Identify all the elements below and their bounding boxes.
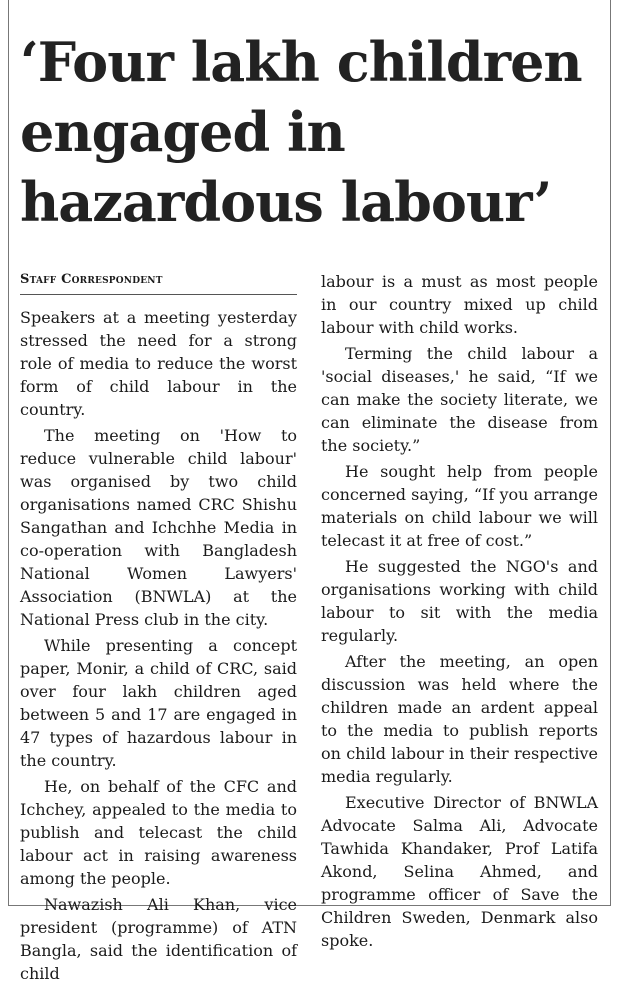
article-paragraph: labour is a must as most people in our country mixed up child labour with child works. xyxy=(321,272,598,337)
article-paragraph: Nawazish Ali Khan, vice president (programme) of ATN Bangla, said the identification of child xyxy=(20,895,297,983)
article-paragraph: Terming the child labour a 'social diseases,' he said, “If we can make the society literate, we can eliminate the disease from the society.” xyxy=(321,344,598,455)
article-byline: Staff Correspondent xyxy=(20,270,297,295)
article-column-right xyxy=(321,270,598,952)
article-paragraph: The meeting on 'How to reduce vulnerable child labour' was organised by two child organisations named CRC Shishu Sangathan and Ichchhe Media in co-operation with Bangladesh National Women Lawyers' Association (BNWLA) at the National Press club in the city. xyxy=(20,426,297,629)
article-paragraph: He sought help from people concerned saying, “If you arrange materials on child labour we will telecast it at free of cost.” xyxy=(321,462,598,550)
article-paragraph: Speakers at a meeting yesterday stressed the need for a strong role of media to reduce the worst form of child labour in the country. xyxy=(20,308,297,419)
article-headline: ‘Four lakh children engaged in hazardous labour’ xyxy=(20,30,582,234)
article-column-left xyxy=(20,270,297,985)
article-paragraph: He, on behalf of the CFC and Ichchey, appealed to the media to publish and telecast the child labour act in raising awareness among the people. xyxy=(20,777,297,888)
article-paragraph: Executive Director of BNWLA Advocate Salma Ali, Advocate Tawhida Khandaker, Prof Latifa Akond, Selina Ahmed, and programme officer of Save the Children Sweden, Denmark also spoke. xyxy=(321,793,598,950)
article-paragraph: He suggested the NGO's and organisations working with child labour to sit with the media regularly. xyxy=(321,557,598,645)
article-paragraph: After the meeting, an open discussion was held where the children made an ardent appeal to the media to publish reports on child labour in their respective media regularly. xyxy=(321,652,598,786)
article-paragraph: While presenting a concept paper, Monir, a child of CRC, said over four lakh children aged between 5 and 17 are engaged in 47 types of hazardous labour in the country. xyxy=(20,636,297,770)
